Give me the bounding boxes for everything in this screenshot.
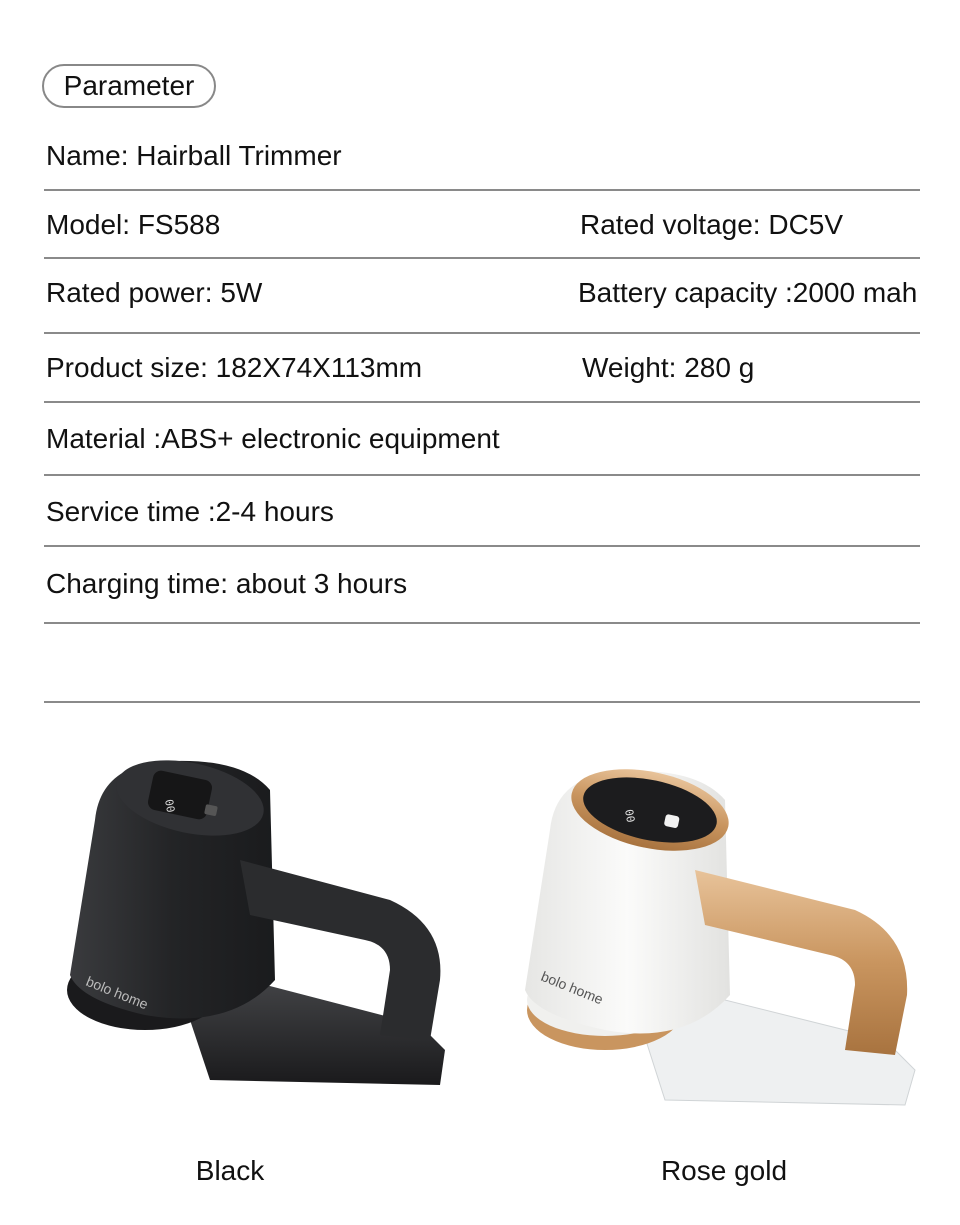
spec-model: Model: FS588 [46, 209, 221, 240]
svg-text:bolo home: bolo home [83, 972, 151, 1013]
spec-charging-time: Charging time: about 3 hours [46, 568, 408, 599]
spec-product-size: Product size: 182X74X113mm [46, 352, 423, 383]
product-image-black [60, 750, 460, 1090]
divider [44, 622, 920, 624]
spec-service-time: Service time :2-4 hours [46, 496, 334, 527]
spec-rated-power: Rated power: 5W [46, 277, 263, 308]
product-label-black: Black [195, 1155, 265, 1186]
divider [44, 701, 920, 703]
divider [44, 474, 920, 476]
parameter-title-badge [42, 64, 216, 108]
divider [44, 545, 920, 547]
spec-battery-capacity: Battery capacity :2000 mah [578, 277, 918, 308]
spec-name: Name: Hairball Trimmer [46, 140, 342, 171]
divider [44, 332, 920, 334]
parameter-title: Parameter [63, 70, 195, 101]
divider [44, 257, 920, 259]
divider [44, 401, 920, 403]
svg-text:00: 00 [622, 808, 638, 824]
product-image-rose-gold [515, 760, 925, 1120]
svg-text:bolo home: bolo home [538, 967, 606, 1008]
svg-text:00: 00 [162, 798, 178, 814]
spec-weight: Weight: 280 g [582, 352, 755, 383]
product-label-rose-gold: Rose gold [660, 1155, 788, 1186]
spec-material: Material :ABS+ electronic equipment [46, 423, 500, 454]
divider [44, 189, 920, 191]
spec-rated-voltage: Rated voltage: DC5V [580, 209, 844, 240]
